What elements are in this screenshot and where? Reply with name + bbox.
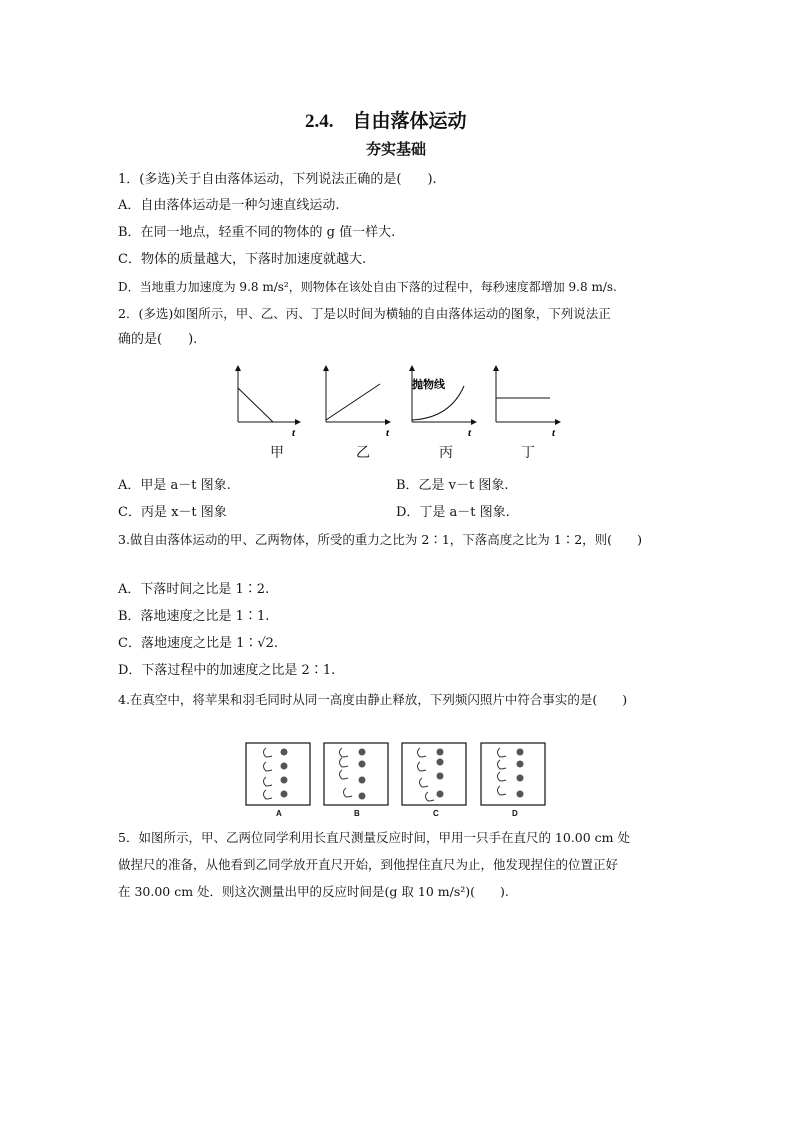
q1-option-a: A．自由落体运动是一种匀速直线运动. <box>118 198 340 213</box>
photo-c <box>418 748 444 801</box>
photo-a <box>264 748 288 799</box>
q1-option-b: B．在同一地点，轻重不同的物体的 g 值一样大. <box>118 225 396 240</box>
graph-ding <box>496 368 558 439</box>
q2-stem-line2: 确的是( ). <box>118 332 198 347</box>
q3-option-b: B．落地速度之比是 1∶1. <box>118 609 270 624</box>
graph-bing-axis: t <box>468 427 472 439</box>
q2-option-a: A．甲是 a－t 图象. <box>118 478 231 493</box>
graph-bing-curve-label: 抛物线 <box>412 378 445 391</box>
q3-option-c: C．落地速度之比是 1∶√2. <box>118 636 279 651</box>
graph-jia-axis: t <box>292 427 296 439</box>
graph-yi <box>326 368 390 439</box>
page-title: 2.4. 自由落体运动 <box>305 111 467 132</box>
photo-label-b: B <box>354 809 360 818</box>
q1-option-d: D．当地重力加速度为 9.8 m/s²，则物体在该处自由下落的过程中，每秒速度都增加 9.8 m/s. <box>118 280 617 294</box>
photo-d <box>498 748 524 798</box>
q4-photo-figure <box>244 742 548 818</box>
q2-option-d: D．丁是 a－t 图象. <box>396 505 510 520</box>
q2-option-c: C．丙是 x－t 图象 <box>118 505 227 520</box>
q4-stem: 4.在真空中，将苹果和羽毛同时从同一高度由静止释放，下列频闪照片中符合事实的是( ) <box>118 692 628 707</box>
q3-stem: 3.做自由落体运动的甲、乙两物体，所受的重力之比为 2∶1，下落高度之比为 1∶2，则( ) <box>118 532 642 547</box>
graph-jia <box>238 368 298 439</box>
photo-label-d: D <box>512 809 518 818</box>
q3-option-a: A．下落时间之比是 1∶2. <box>118 582 270 597</box>
q5-line2: 做捏尺的准备，从他看到乙同学放开直尺开始，到他捏住直尺为止，他发现捏住的位置正好 <box>118 857 619 872</box>
graph-label-jia: 甲 <box>270 445 284 461</box>
q2-option-b: B．乙是 v－t 图象. <box>396 478 509 493</box>
graph-ding-axis: t <box>552 427 556 439</box>
graph-label-yi: 乙 <box>356 445 370 461</box>
graph-label-ding: 丁 <box>521 445 535 461</box>
graph-yi-axis: t <box>386 427 390 439</box>
photo-label-c: C <box>433 809 439 818</box>
q1-option-c: C．物体的质量越大，下落时加速度就越大. <box>118 252 367 267</box>
q5-line3: 在 30.00 cm 处．则这次测量出甲的反应时间是(g 取 10 m/s²)( ). <box>118 884 509 899</box>
graph-label-bing: 丙 <box>439 445 453 461</box>
photo-label-a: A <box>276 809 282 818</box>
photo-b <box>340 748 366 800</box>
graph-bing <box>411 368 474 439</box>
q5-line1: 5．如图所示，甲、乙两位同学利用长直尺测量反应时间，甲用一只手在直尺的 10.00 cm 处 <box>118 830 631 845</box>
q2-stem-line1: 2．(多选)如图所示，甲、乙、丙、丁是以时间为横轴的自由落体运动的图象，下列说法正 <box>118 306 611 321</box>
q3-option-d: D．下落过程中的加速度之比是 2∶1. <box>118 663 336 678</box>
q1-stem: 1．(多选)关于自由落体运动，下列说法正确的是( ). <box>118 172 437 187</box>
section-heading: 夯实基础 <box>366 140 427 158</box>
q2-graph-figure <box>228 362 568 442</box>
